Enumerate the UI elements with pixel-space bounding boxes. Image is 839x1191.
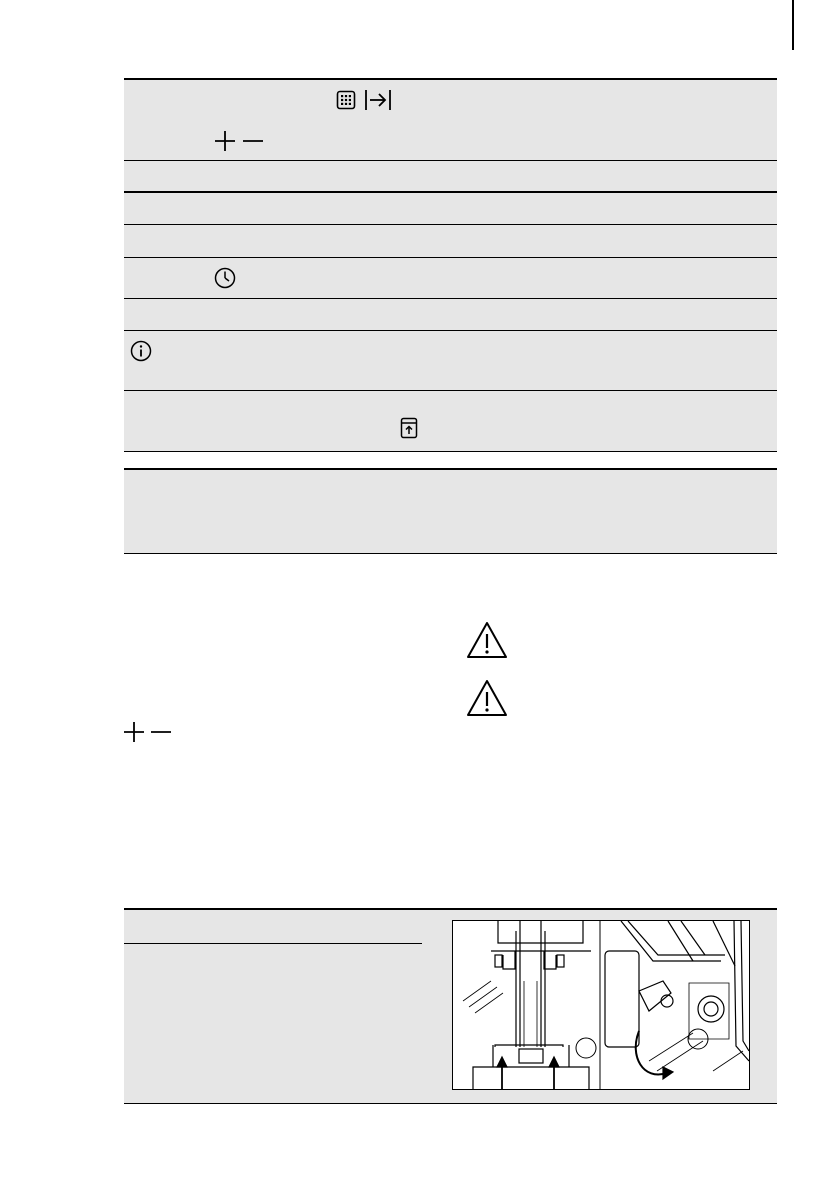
page-edge-mark xyxy=(792,0,794,50)
hinge-lock-lift-panel xyxy=(463,921,596,1089)
table-row xyxy=(124,120,777,161)
hinge-illustration xyxy=(452,920,750,1090)
table-row xyxy=(124,501,777,554)
table-row xyxy=(124,331,777,391)
table-row xyxy=(124,193,777,225)
warning-triangle-icon xyxy=(466,621,508,659)
instruction-box xyxy=(124,908,777,1104)
plus-icon xyxy=(214,130,236,152)
door-lock-icon xyxy=(400,417,418,439)
keypad-grid-icon xyxy=(336,90,356,110)
info-icon xyxy=(130,340,152,362)
warning-triangle-icon xyxy=(466,679,508,717)
table-row xyxy=(124,258,777,299)
hinge-lock-rotate-panel xyxy=(605,921,749,1079)
arrow-to-bar-icon xyxy=(364,88,392,112)
divider xyxy=(124,943,422,944)
plus-icon xyxy=(123,721,145,743)
clock-icon xyxy=(214,267,236,289)
minus-icon xyxy=(242,130,264,152)
table-row xyxy=(124,161,777,193)
table-row xyxy=(124,299,777,331)
table-row xyxy=(124,468,777,503)
minus-icon xyxy=(150,721,172,743)
table-row xyxy=(124,78,777,122)
table-row xyxy=(124,225,777,258)
table-row xyxy=(124,391,777,452)
